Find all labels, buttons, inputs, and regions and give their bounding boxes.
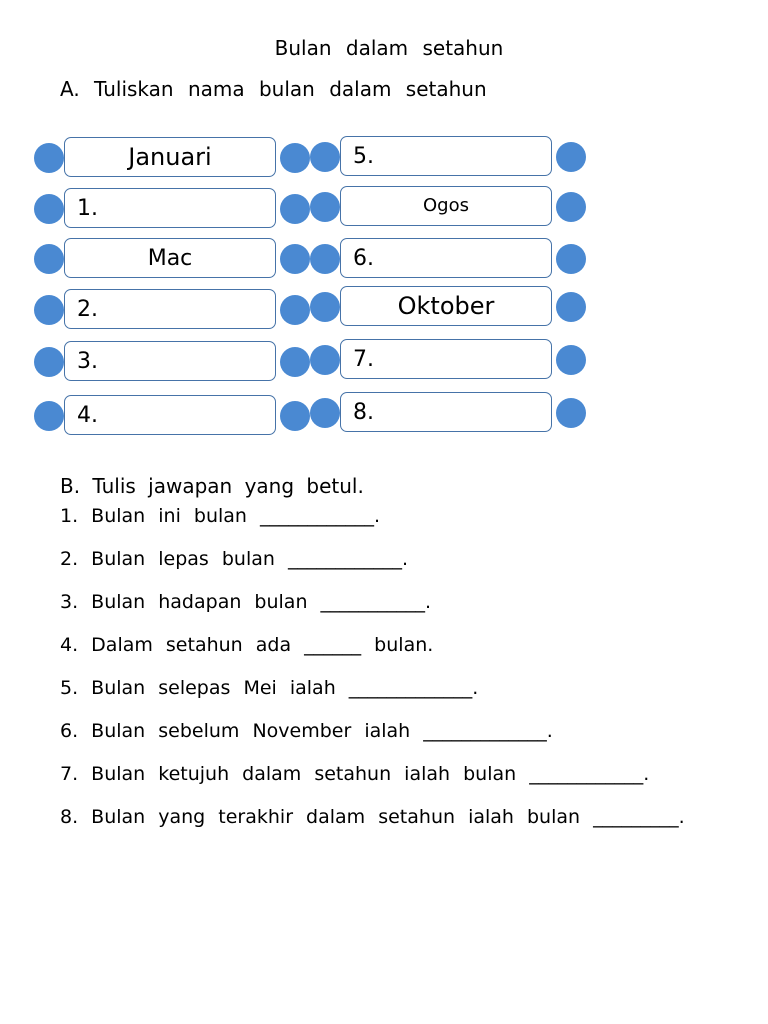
month-box-12[interactable]	[324, 392, 572, 436]
month-box-text: Mac	[64, 238, 276, 278]
month-box-11[interactable]	[324, 339, 572, 383]
section-a-heading: A. Tuliskan nama bulan dalam setahun	[60, 77, 487, 101]
question-6: 6. Bulan sebelum November ialah _____________.	[60, 720, 553, 742]
tab-right-shape	[280, 295, 310, 325]
answer-box-label[interactable]: 2.	[64, 289, 276, 329]
tab-right-shape	[280, 401, 310, 431]
answer-box-label[interactable]: 1.	[64, 188, 276, 228]
month-box-10	[324, 286, 572, 330]
tab-left-shape	[34, 295, 64, 325]
tab-left-shape	[310, 292, 340, 322]
tab-left-shape	[34, 143, 64, 173]
tab-right-shape	[280, 194, 310, 224]
tab-left-shape	[310, 345, 340, 375]
tab-right-shape	[280, 143, 310, 173]
tab-left-shape	[310, 244, 340, 274]
tab-right-shape	[280, 244, 310, 274]
tab-right-shape	[556, 192, 586, 222]
tab-left-shape	[310, 192, 340, 222]
tab-left-shape	[34, 244, 64, 274]
tab-right-shape	[556, 398, 586, 428]
month-box-4[interactable]	[48, 289, 296, 333]
tab-left-shape	[34, 194, 64, 224]
question-5: 5. Bulan selepas Mei ialah _____________.	[60, 677, 479, 699]
question-4: 4. Dalam setahun ada ______ bulan.	[60, 634, 434, 656]
month-box-1	[48, 137, 296, 181]
question-1: 1. Bulan ini bulan ____________.	[60, 505, 381, 527]
question-7: 7. Bulan ketujuh dalam setahun ialah bulan ____________.	[60, 763, 650, 785]
tab-left-shape	[310, 142, 340, 172]
tab-left-shape	[34, 401, 64, 431]
month-box-9[interactable]	[324, 238, 572, 282]
answer-box-label[interactable]: 5.	[340, 136, 552, 176]
worksheet-title: Bulan dalam setahun	[274, 36, 504, 60]
question-3: 3. Bulan hadapan bulan ___________.	[60, 591, 432, 613]
answer-box-label[interactable]: 4.	[64, 395, 276, 435]
section-b-heading: B. Tulis jawapan yang betul.	[60, 474, 364, 498]
question-8: 8. Bulan yang terakhir dalam setahun ialah bulan _________.	[60, 806, 685, 828]
tab-right-shape	[556, 142, 586, 172]
month-box-6[interactable]	[48, 395, 296, 439]
answer-box-label[interactable]: 6.	[340, 238, 552, 278]
month-box-text: Ogos	[340, 186, 552, 226]
month-box-5[interactable]	[48, 341, 296, 385]
answer-box-label[interactable]: 7.	[340, 339, 552, 379]
tab-right-shape	[556, 244, 586, 274]
tab-right-shape	[280, 347, 310, 377]
tab-right-shape	[556, 292, 586, 322]
answer-box-label[interactable]: 8.	[340, 392, 552, 432]
answer-box-label[interactable]: 3.	[64, 341, 276, 381]
month-box-2[interactable]	[48, 188, 296, 232]
tab-left-shape	[310, 398, 340, 428]
tab-right-shape	[556, 345, 586, 375]
tab-left-shape	[34, 347, 64, 377]
month-box-text: Oktober	[340, 286, 552, 326]
month-box-7[interactable]	[324, 136, 572, 180]
month-box-3	[48, 238, 296, 282]
question-2: 2. Bulan lepas bulan ____________.	[60, 548, 409, 570]
month-box-8	[324, 186, 572, 230]
month-box-text: Januari	[64, 137, 276, 177]
